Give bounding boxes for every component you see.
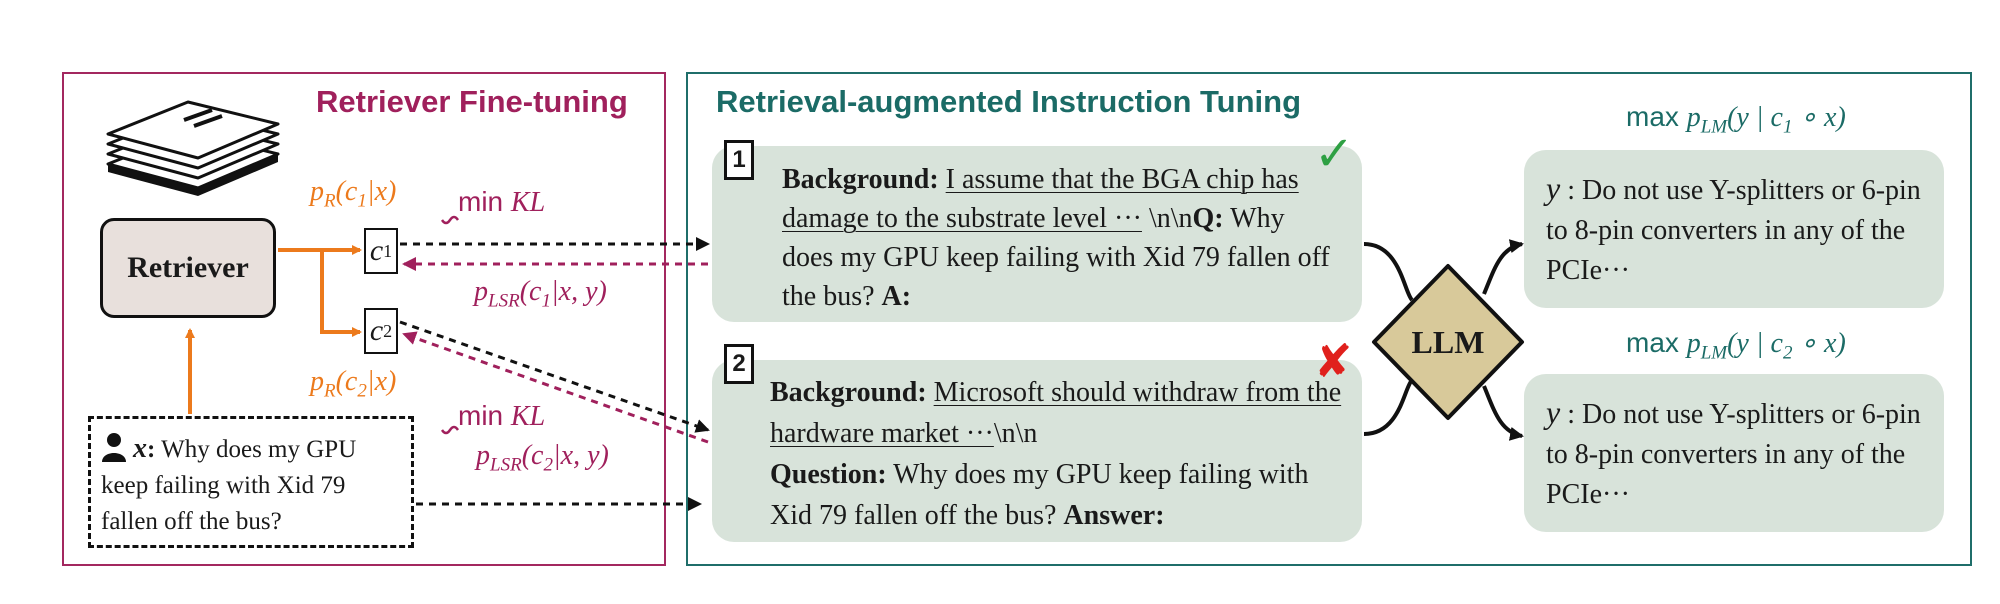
c1-letter: c [369,234,384,267]
c2-letter: c [369,314,384,347]
doc1-question-label: Q: [1192,203,1224,234]
output2-text: : Do not use Y-splitters or 6-pin to 8-pin converters in any of the PCIe··· [1546,399,1921,510]
doc2-to-c2-arrow [404,334,708,442]
doc1-answer-label: A: [881,281,912,312]
output2-variable: y [1546,394,1561,430]
objective-c2: $\max p_{LM}(y$ | $c_2$ ∘ x) [1626,327,1846,364]
doc1-question-text: Why does my GPU keep failing with Xid 79 fallen off the bus? [782,203,1330,312]
min-kl-c1-label: min KL [458,186,546,218]
instruction-tuning-title: Retrieval-augmented Instruction Tuning [716,84,1302,119]
retriever-label: Retriever [127,251,249,284]
llm-label: LLM [1411,323,1485,360]
objective-c1: $\max p_{LM}(y$ | $c_1$ ∘ x) [1626,101,1846,138]
doc1-to-llm-curve [1364,244,1412,300]
doc1-number-box: 1 [724,140,754,180]
kl-tilde-2 [442,427,458,433]
c2-sub: 2 [383,320,393,341]
c1-sub: 1 [383,240,393,261]
output1-variable: y [1546,170,1561,206]
plsr-c2-label: $p_{LSR}(c_2|x$, y) [476,440,609,476]
doc2-separator: \n\n [993,418,1038,449]
doc1-background-text: I assume that the BGA chip has damage to the substrate level ··· [782,164,1299,234]
doc1-separator: \n\n [1141,203,1193,234]
doc1-background-label: Background: [782,164,939,195]
query-colon: : [147,436,156,463]
doc2-to-llm-curve [1364,380,1412,434]
check-icon: ✓ [1314,126,1355,182]
pr-c2-label: $p_R(c_2|x)$ [310,366,397,402]
pr-c1-label: $p_R(c_1|x)$ [310,176,397,212]
llm-to-output1-arrow [1484,244,1522,294]
doc2-background-text: Microsoft should withdraw from the hardware market ··· [770,377,1342,449]
doc2-answer-label: Answer: [1063,500,1165,531]
llm-to-output2-arrow [1484,386,1522,436]
kl-tilde-1 [442,217,458,223]
c2-to-doc2-arrow [400,322,708,430]
output1-text: : Do not use Y-splitters or 6-pin to 8-pin converters in any of the PCIe··· [1546,175,1921,286]
query-text: Why does my GPU keep failing with Xid 79 fallen off the bus? [101,436,357,535]
min-kl-c2-label: min KL [458,400,546,432]
query-variable: x [133,433,147,464]
doc2-number-box: 2 [724,344,754,384]
cross-icon: ✘ [1314,334,1353,388]
plsr-c1-label: $p_{LSR}(c_1|x$, y) [474,276,607,312]
retriever-to-c2-arrow [322,250,360,332]
retriever-finetuning-title: Retriever Fine-tuning [316,84,628,119]
doc2-background-label: Background: [770,377,927,408]
doc2-question-text: Why does my GPU keep failing with Xid 79 fallen off the bus? [770,459,1309,531]
doc2-question-label: Question: [770,459,887,490]
